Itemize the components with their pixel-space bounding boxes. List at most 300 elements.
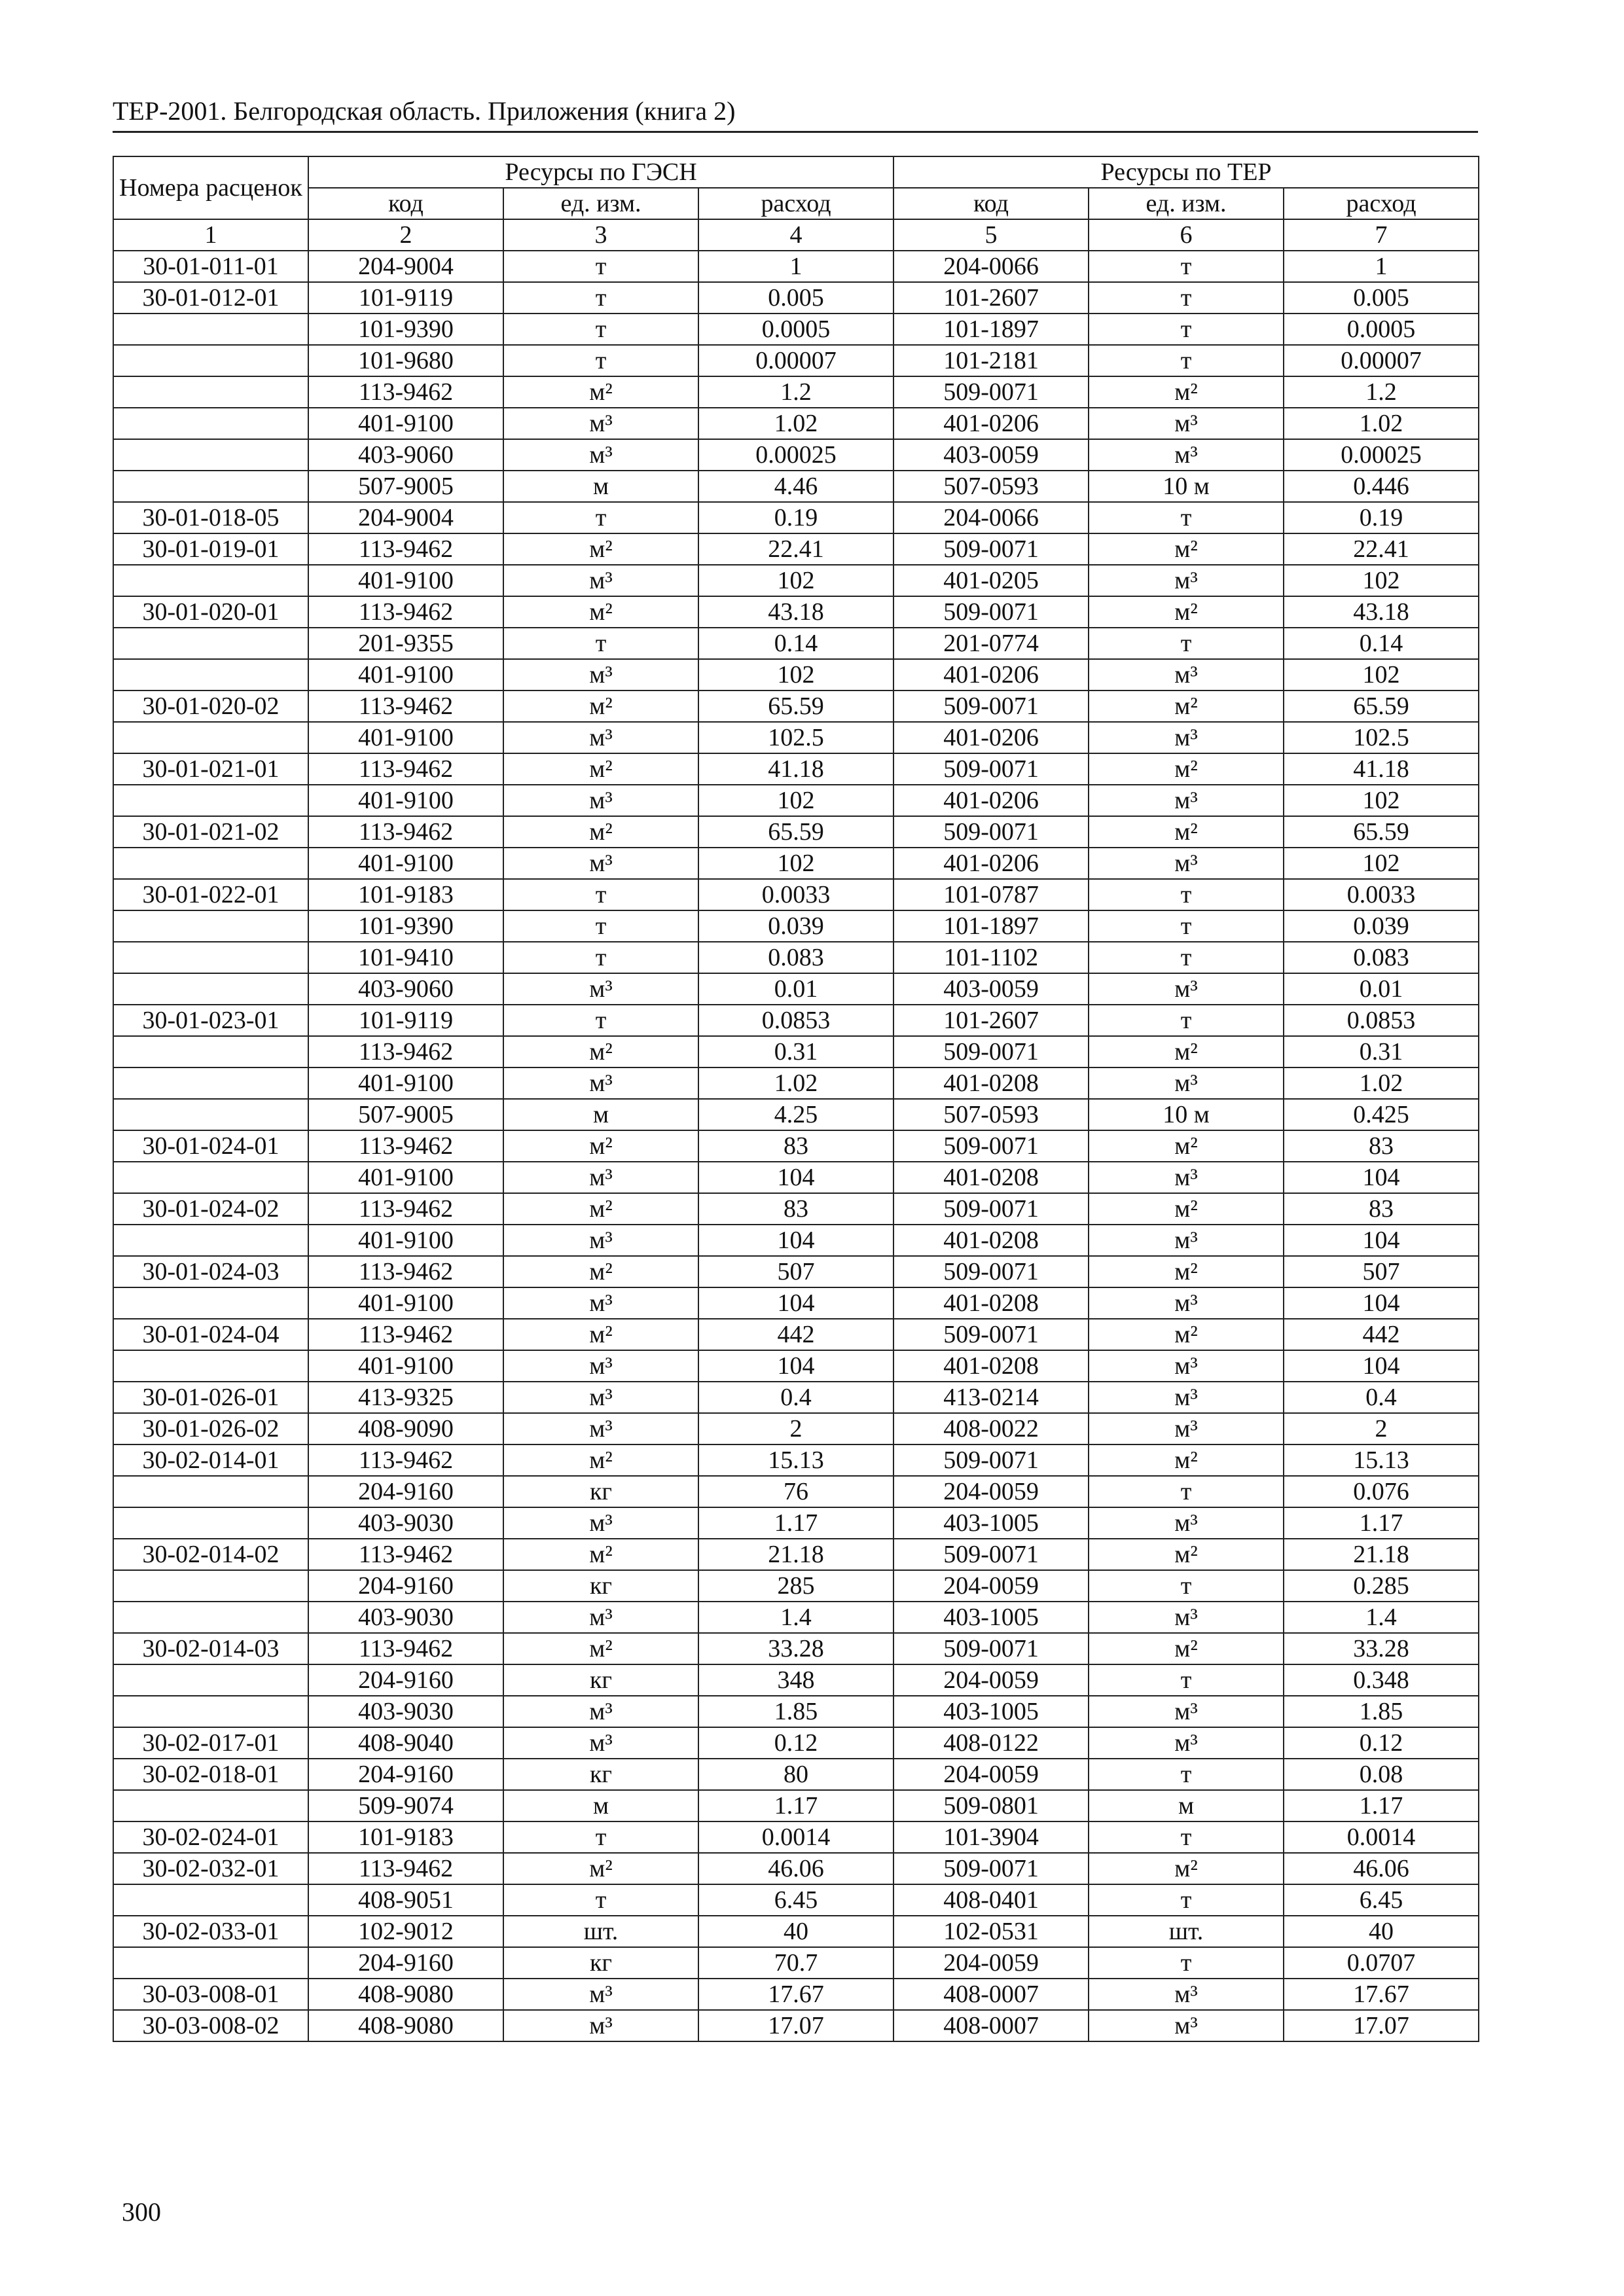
gesn-code-cell: 102-9012	[308, 1916, 503, 1947]
ter-unit-cell: т	[1089, 1570, 1284, 1602]
gesn-code-cell: 101-9390	[308, 314, 503, 345]
ter-code-cell: 408-0401	[893, 1884, 1089, 1916]
table-row	[113, 533, 1479, 565]
ter-code-cell: 101-2181	[893, 345, 1089, 376]
gesn-unit-cell: м³	[503, 1382, 698, 1413]
gesn-consumption-heading: расход	[698, 188, 893, 219]
ter-consumption-cell: 21.18	[1284, 1539, 1479, 1570]
rate-number-cell: 30-02-014-03	[113, 1633, 308, 1664]
rate-number-cell: 30-01-026-02	[113, 1413, 308, 1444]
ter-unit-cell: т	[1089, 1759, 1284, 1790]
gesn-consumption-cell: 0.00025	[698, 439, 893, 471]
gesn-consumption-cell: 83	[698, 1193, 893, 1225]
gesn-consumption-cell: 0.0853	[698, 1005, 893, 1036]
ter-consumption-cell: 0.00025	[1284, 439, 1479, 471]
rate-number-cell	[113, 910, 308, 942]
ter-consumption-cell: 0.00007	[1284, 345, 1479, 376]
ter-code-cell: 403-1005	[893, 1602, 1089, 1633]
gesn-consumption-cell: 442	[698, 1319, 893, 1350]
gesn-unit-cell: м²	[503, 533, 698, 565]
gesn-consumption-cell: 0.01	[698, 973, 893, 1005]
table-row	[113, 1476, 1479, 1507]
table-row	[113, 1193, 1479, 1225]
ter-unit-cell: т	[1089, 1664, 1284, 1696]
gesn-unit-cell: т	[503, 942, 698, 973]
gesn-consumption-cell: 0.14	[698, 628, 893, 659]
ter-code-cell: 403-1005	[893, 1696, 1089, 1727]
gesn-unit-cell: м²	[503, 376, 698, 408]
gesn-consumption-cell: 1.2	[698, 376, 893, 408]
ter-unit-cell: т	[1089, 1947, 1284, 1979]
rate-number-cell: 30-02-014-02	[113, 1539, 308, 1570]
rate-number-cell	[113, 1884, 308, 1916]
gesn-unit-cell: т	[503, 502, 698, 533]
gesn-code-cell: 113-9462	[308, 1193, 503, 1225]
rate-number-cell	[113, 1476, 308, 1507]
ter-code-cell: 507-0593	[893, 471, 1089, 502]
ter-code-heading: код	[893, 188, 1089, 219]
rate-number-cell	[113, 439, 308, 471]
rate-number-cell	[113, 942, 308, 973]
ter-code-cell: 101-1897	[893, 314, 1089, 345]
ter-code-cell: 204-0059	[893, 1664, 1089, 1696]
rate-number-cell	[113, 1696, 308, 1727]
gesn-consumption-cell: 285	[698, 1570, 893, 1602]
table-row	[113, 282, 1479, 314]
rate-number-cell: 30-01-011-01	[113, 251, 308, 282]
ter-unit-cell: м²	[1089, 1633, 1284, 1664]
ter-unit-cell: м²	[1089, 1256, 1284, 1287]
gesn-code-cell: 101-9119	[308, 1005, 503, 1036]
page-number: 300	[122, 2197, 161, 2227]
gesn-consumption-cell: 507	[698, 1256, 893, 1287]
rate-number-cell: 30-02-024-01	[113, 1821, 308, 1853]
gesn-code-cell: 204-9160	[308, 1476, 503, 1507]
ter-code-cell: 403-0059	[893, 439, 1089, 471]
ter-unit-cell: т	[1089, 942, 1284, 973]
ter-unit-cell: т	[1089, 502, 1284, 533]
ter-unit-cell: т	[1089, 1821, 1284, 1853]
ter-unit-cell: м²	[1089, 1539, 1284, 1570]
table-row	[113, 1005, 1479, 1036]
ter-consumption-cell: 22.41	[1284, 533, 1479, 565]
ter-code-cell: 509-0071	[893, 691, 1089, 722]
rate-number-cell	[113, 785, 308, 816]
rate-number-cell: 30-02-033-01	[113, 1916, 308, 1947]
gesn-code-cell: 113-9462	[308, 596, 503, 628]
gesn-consumption-cell: 0.19	[698, 502, 893, 533]
ter-unit-cell: шт.	[1089, 1916, 1284, 1947]
ter-unit-cell: м³	[1089, 1413, 1284, 1444]
gesn-consumption-cell: 1	[698, 251, 893, 282]
gesn-code-cell: 101-9410	[308, 942, 503, 973]
table-row	[113, 973, 1479, 1005]
gesn-code-cell: 204-9004	[308, 251, 503, 282]
ter-code-cell: 509-0071	[893, 376, 1089, 408]
table-row	[113, 2010, 1479, 2041]
gesn-code-cell: 401-9100	[308, 1225, 503, 1256]
gesn-consumption-cell: 1.17	[698, 1790, 893, 1821]
gesn-consumption-cell: 1.4	[698, 1602, 893, 1633]
gesn-unit-cell: м²	[503, 1633, 698, 1664]
ter-consumption-cell: 1	[1284, 251, 1479, 282]
gesn-code-cell: 401-9100	[308, 565, 503, 596]
gesn-code-cell: 403-9060	[308, 439, 503, 471]
gesn-consumption-cell: 102	[698, 785, 893, 816]
ter-consumption-cell: 0.14	[1284, 628, 1479, 659]
ter-code-cell: 401-0206	[893, 848, 1089, 879]
gesn-unit-cell: м³	[503, 1602, 698, 1633]
gesn-consumption-cell: 41.18	[698, 753, 893, 785]
ter-code-cell: 509-0071	[893, 1130, 1089, 1162]
table-row	[113, 722, 1479, 753]
ter-code-cell: 509-0071	[893, 1193, 1089, 1225]
ter-unit-cell: м³	[1089, 1602, 1284, 1633]
ter-unit-cell: т	[1089, 1884, 1284, 1916]
gesn-code-cell: 113-9462	[308, 1539, 503, 1570]
gesn-consumption-cell: 104	[698, 1162, 893, 1193]
gesn-unit-cell: м²	[503, 1853, 698, 1884]
rate-number-cell	[113, 471, 308, 502]
gesn-consumption-cell: 65.59	[698, 816, 893, 848]
gesn-unit-cell: м³	[503, 659, 698, 691]
gesn-unit-cell: м³	[503, 973, 698, 1005]
ter-unit-cell: м³	[1089, 1350, 1284, 1382]
gesn-consumption-cell: 0.005	[698, 282, 893, 314]
gesn-code-cell: 401-9100	[308, 1350, 503, 1382]
column-number: 3	[503, 219, 698, 251]
ter-code-cell: 101-2607	[893, 1005, 1089, 1036]
gesn-consumption-cell: 2	[698, 1413, 893, 1444]
gesn-unit-cell: кг	[503, 1759, 698, 1790]
gesn-consumption-cell: 4.25	[698, 1099, 893, 1130]
table-row	[113, 596, 1479, 628]
ter-code-cell: 204-0066	[893, 502, 1089, 533]
gesn-unit-cell: м²	[503, 753, 698, 785]
gesn-unit-cell: кг	[503, 1947, 698, 1979]
ter-code-cell: 204-0059	[893, 1476, 1089, 1507]
ter-unit-cell: т	[1089, 628, 1284, 659]
ter-unit-cell: м³	[1089, 2010, 1284, 2041]
ter-code-cell: 509-0071	[893, 1444, 1089, 1476]
ter-unit-heading: ед. изм.	[1089, 188, 1284, 219]
rate-number-cell: 30-01-012-01	[113, 282, 308, 314]
ter-consumption-cell: 0.4	[1284, 1382, 1479, 1413]
gesn-consumption-cell: 80	[698, 1759, 893, 1790]
rate-number-cell: 30-01-018-05	[113, 502, 308, 533]
rate-number-cell	[113, 1947, 308, 1979]
gesn-code-cell: 113-9462	[308, 376, 503, 408]
gesn-consumption-cell: 348	[698, 1664, 893, 1696]
rate-number-cell	[113, 1602, 308, 1633]
ter-code-cell: 408-0022	[893, 1413, 1089, 1444]
gesn-code-cell: 507-9005	[308, 471, 503, 502]
ter-consumption-cell: 1.4	[1284, 1602, 1479, 1633]
ter-consumption-cell: 1.85	[1284, 1696, 1479, 1727]
ter-code-cell: 401-0205	[893, 565, 1089, 596]
rate-number-cell	[113, 376, 308, 408]
table-row	[113, 910, 1479, 942]
ter-unit-cell: м³	[1089, 1979, 1284, 2010]
table-row	[113, 628, 1479, 659]
ter-unit-cell: м³	[1089, 1162, 1284, 1193]
ter-consumption-cell: 104	[1284, 1350, 1479, 1382]
gesn-consumption-cell: 21.18	[698, 1539, 893, 1570]
gesn-code-cell: 204-9160	[308, 1570, 503, 1602]
ter-consumption-cell: 6.45	[1284, 1884, 1479, 1916]
gesn-consumption-cell: 104	[698, 1287, 893, 1319]
gesn-code-cell: 403-9030	[308, 1602, 503, 1633]
ter-unit-cell: т	[1089, 345, 1284, 376]
ter-unit-cell: м³	[1089, 1696, 1284, 1727]
gesn-consumption-cell: 0.0014	[698, 1821, 893, 1853]
table-row	[113, 1633, 1479, 1664]
ter-group-heading: Ресурсы по ТЕР	[893, 156, 1479, 188]
rate-number-cell: 30-01-021-02	[113, 816, 308, 848]
ter-unit-cell: м³	[1089, 785, 1284, 816]
rate-number-cell: 30-01-024-02	[113, 1193, 308, 1225]
ter-code-cell: 403-0059	[893, 973, 1089, 1005]
table-row	[113, 1287, 1479, 1319]
gesn-consumption-cell: 0.0005	[698, 314, 893, 345]
ter-code-cell: 509-0071	[893, 1036, 1089, 1067]
gesn-unit-cell: м³	[503, 1979, 698, 2010]
ter-consumption-cell: 102	[1284, 659, 1479, 691]
ter-consumption-cell: 442	[1284, 1319, 1479, 1350]
gesn-code-cell: 413-9325	[308, 1382, 503, 1413]
table-row	[113, 1696, 1479, 1727]
ter-consumption-cell: 46.06	[1284, 1853, 1479, 1884]
ter-code-cell: 102-0531	[893, 1916, 1089, 1947]
rate-number-cell	[113, 314, 308, 345]
ter-unit-cell: м³	[1089, 408, 1284, 439]
rate-number-cell: 30-03-008-01	[113, 1979, 308, 2010]
gesn-unit-cell: т	[503, 1884, 698, 1916]
gesn-unit-cell: м³	[503, 722, 698, 753]
gesn-unit-cell: м³	[503, 785, 698, 816]
gesn-code-cell: 401-9100	[308, 785, 503, 816]
gesn-code-cell: 401-9100	[308, 408, 503, 439]
gesn-consumption-cell: 15.13	[698, 1444, 893, 1476]
ter-unit-cell: м³	[1089, 565, 1284, 596]
gesn-code-cell: 113-9462	[308, 1853, 503, 1884]
gesn-unit-cell: м²	[503, 691, 698, 722]
gesn-consumption-cell: 1.17	[698, 1507, 893, 1539]
rate-number-cell	[113, 848, 308, 879]
rate-number-cell: 30-02-018-01	[113, 1759, 308, 1790]
table-row	[113, 1947, 1479, 1979]
table-row	[113, 1099, 1479, 1130]
gesn-consumption-cell: 22.41	[698, 533, 893, 565]
ter-unit-cell: т	[1089, 314, 1284, 345]
table-header	[113, 156, 1479, 251]
ter-code-cell: 509-0071	[893, 1633, 1089, 1664]
gesn-code-cell: 113-9462	[308, 816, 503, 848]
ter-code-cell: 509-0071	[893, 1256, 1089, 1287]
rate-number-cell	[113, 722, 308, 753]
ter-code-cell: 509-0071	[893, 753, 1089, 785]
gesn-consumption-cell: 0.12	[698, 1727, 893, 1759]
gesn-unit-cell: м³	[503, 2010, 698, 2041]
gesn-code-cell: 113-9462	[308, 1036, 503, 1067]
table-body	[113, 251, 1479, 2041]
table-row	[113, 1067, 1479, 1099]
ter-consumption-cell: 1.2	[1284, 376, 1479, 408]
rate-number-cell	[113, 565, 308, 596]
gesn-unit-cell: м³	[503, 1727, 698, 1759]
resources-table	[113, 156, 1479, 2042]
gesn-code-cell: 408-9040	[308, 1727, 503, 1759]
ter-unit-cell: м²	[1089, 1319, 1284, 1350]
ter-unit-cell: т	[1089, 910, 1284, 942]
gesn-code-cell: 101-9680	[308, 345, 503, 376]
table-row	[113, 1727, 1479, 1759]
ter-code-cell: 509-0801	[893, 1790, 1089, 1821]
ter-consumption-heading: расход	[1284, 188, 1479, 219]
gesn-consumption-cell: 0.00007	[698, 345, 893, 376]
gesn-consumption-cell: 102	[698, 565, 893, 596]
ter-consumption-cell: 0.039	[1284, 910, 1479, 942]
gesn-unit-cell: м	[503, 1790, 698, 1821]
gesn-consumption-cell: 0.4	[698, 1382, 893, 1413]
gesn-consumption-cell: 17.67	[698, 1979, 893, 2010]
ter-consumption-cell: 0.005	[1284, 282, 1479, 314]
gesn-consumption-cell: 1.02	[698, 1067, 893, 1099]
ter-code-cell: 101-3904	[893, 1821, 1089, 1853]
gesn-unit-cell: т	[503, 628, 698, 659]
gesn-code-cell: 403-9030	[308, 1696, 503, 1727]
ter-consumption-cell: 0.12	[1284, 1727, 1479, 1759]
gesn-consumption-cell: 1.02	[698, 408, 893, 439]
table-row	[113, 848, 1479, 879]
ter-unit-cell: м³	[1089, 1727, 1284, 1759]
ter-code-cell: 509-0071	[893, 816, 1089, 848]
ter-consumption-cell: 1.17	[1284, 1507, 1479, 1539]
table-row	[113, 1853, 1479, 1884]
rate-number-cell	[113, 1790, 308, 1821]
table-row	[113, 502, 1479, 533]
gesn-code-cell: 401-9100	[308, 1287, 503, 1319]
ter-unit-cell: 10 м	[1089, 471, 1284, 502]
table-row	[113, 439, 1479, 471]
rate-number-cell	[113, 1570, 308, 1602]
rate-number-cell	[113, 1099, 308, 1130]
gesn-code-cell: 507-9005	[308, 1099, 503, 1130]
ter-unit-cell: 10 м	[1089, 1099, 1284, 1130]
gesn-unit-cell: кг	[503, 1664, 698, 1696]
gesn-unit-cell: м²	[503, 1130, 698, 1162]
ter-code-cell: 401-0208	[893, 1287, 1089, 1319]
rate-number-cell	[113, 1350, 308, 1382]
rate-number-cell: 30-03-008-02	[113, 2010, 308, 2041]
gesn-unit-cell: м	[503, 1099, 698, 1130]
ter-unit-cell: м²	[1089, 1853, 1284, 1884]
ter-unit-cell: м²	[1089, 376, 1284, 408]
gesn-consumption-cell: 0.31	[698, 1036, 893, 1067]
ter-code-cell: 201-0774	[893, 628, 1089, 659]
gesn-unit-cell: м²	[503, 1444, 698, 1476]
table-row	[113, 1916, 1479, 1947]
gesn-unit-cell: м²	[503, 1193, 698, 1225]
ter-code-cell: 509-0071	[893, 1319, 1089, 1350]
ter-unit-cell: м²	[1089, 753, 1284, 785]
gesn-code-heading: код	[308, 188, 503, 219]
ter-code-cell: 401-0206	[893, 722, 1089, 753]
column-number: 5	[893, 219, 1089, 251]
rate-number-heading: Номера расценок	[113, 156, 308, 219]
ter-code-cell: 507-0593	[893, 1099, 1089, 1130]
gesn-unit-cell: м²	[503, 1256, 698, 1287]
ter-consumption-cell: 17.07	[1284, 2010, 1479, 2041]
gesn-unit-cell: кг	[503, 1570, 698, 1602]
ter-consumption-cell: 102	[1284, 785, 1479, 816]
gesn-code-cell: 403-9030	[308, 1507, 503, 1539]
ter-consumption-cell: 17.67	[1284, 1979, 1479, 2010]
gesn-unit-cell: м³	[503, 439, 698, 471]
gesn-consumption-cell: 1.85	[698, 1696, 893, 1727]
table-row	[113, 1319, 1479, 1350]
gesn-consumption-cell: 102	[698, 659, 893, 691]
ter-code-cell: 509-0071	[893, 1539, 1089, 1570]
ter-consumption-cell: 41.18	[1284, 753, 1479, 785]
ter-consumption-cell: 83	[1284, 1130, 1479, 1162]
ter-unit-cell: м²	[1089, 596, 1284, 628]
ter-code-cell: 101-0787	[893, 879, 1089, 910]
page-header: ТЕР-2001. Белгородская область. Приложения (книга 2)	[113, 96, 1478, 133]
gesn-unit-cell: т	[503, 1821, 698, 1853]
ter-code-cell: 401-0208	[893, 1067, 1089, 1099]
ter-consumption-cell: 40	[1284, 1916, 1479, 1947]
ter-consumption-cell: 65.59	[1284, 816, 1479, 848]
ter-unit-cell: м²	[1089, 533, 1284, 565]
table-row	[113, 1884, 1479, 1916]
gesn-unit-cell: м³	[503, 1507, 698, 1539]
table-row	[113, 1350, 1479, 1382]
table-row	[113, 408, 1479, 439]
table-row	[113, 1821, 1479, 1853]
gesn-code-cell: 401-9100	[308, 1162, 503, 1193]
ter-code-cell: 401-0206	[893, 785, 1089, 816]
table-row	[113, 1602, 1479, 1633]
rate-number-cell: 30-01-024-01	[113, 1130, 308, 1162]
rate-number-cell	[113, 628, 308, 659]
gesn-unit-cell: м²	[503, 816, 698, 848]
gesn-unit-cell: т	[503, 282, 698, 314]
ter-code-cell: 204-0059	[893, 1947, 1089, 1979]
rate-number-cell	[113, 1036, 308, 1067]
ter-code-cell: 509-0071	[893, 1853, 1089, 1884]
column-number-row	[113, 219, 1479, 251]
ter-consumption-cell: 102	[1284, 565, 1479, 596]
ter-code-cell: 408-0007	[893, 2010, 1089, 2041]
ter-code-cell: 204-0066	[893, 251, 1089, 282]
ter-consumption-cell: 65.59	[1284, 691, 1479, 722]
column-number: 6	[1089, 219, 1284, 251]
table-row	[113, 565, 1479, 596]
ter-consumption-cell: 1.02	[1284, 408, 1479, 439]
gesn-unit-cell: м³	[503, 565, 698, 596]
column-number: 2	[308, 219, 503, 251]
ter-consumption-cell: 43.18	[1284, 596, 1479, 628]
rate-number-cell	[113, 345, 308, 376]
ter-unit-cell: м	[1089, 1790, 1284, 1821]
rate-number-cell: 30-02-017-01	[113, 1727, 308, 1759]
ter-unit-cell: м²	[1089, 1130, 1284, 1162]
ter-consumption-cell: 0.446	[1284, 471, 1479, 502]
rate-number-cell	[113, 408, 308, 439]
table-row	[113, 785, 1479, 816]
gesn-consumption-cell: 46.06	[698, 1853, 893, 1884]
